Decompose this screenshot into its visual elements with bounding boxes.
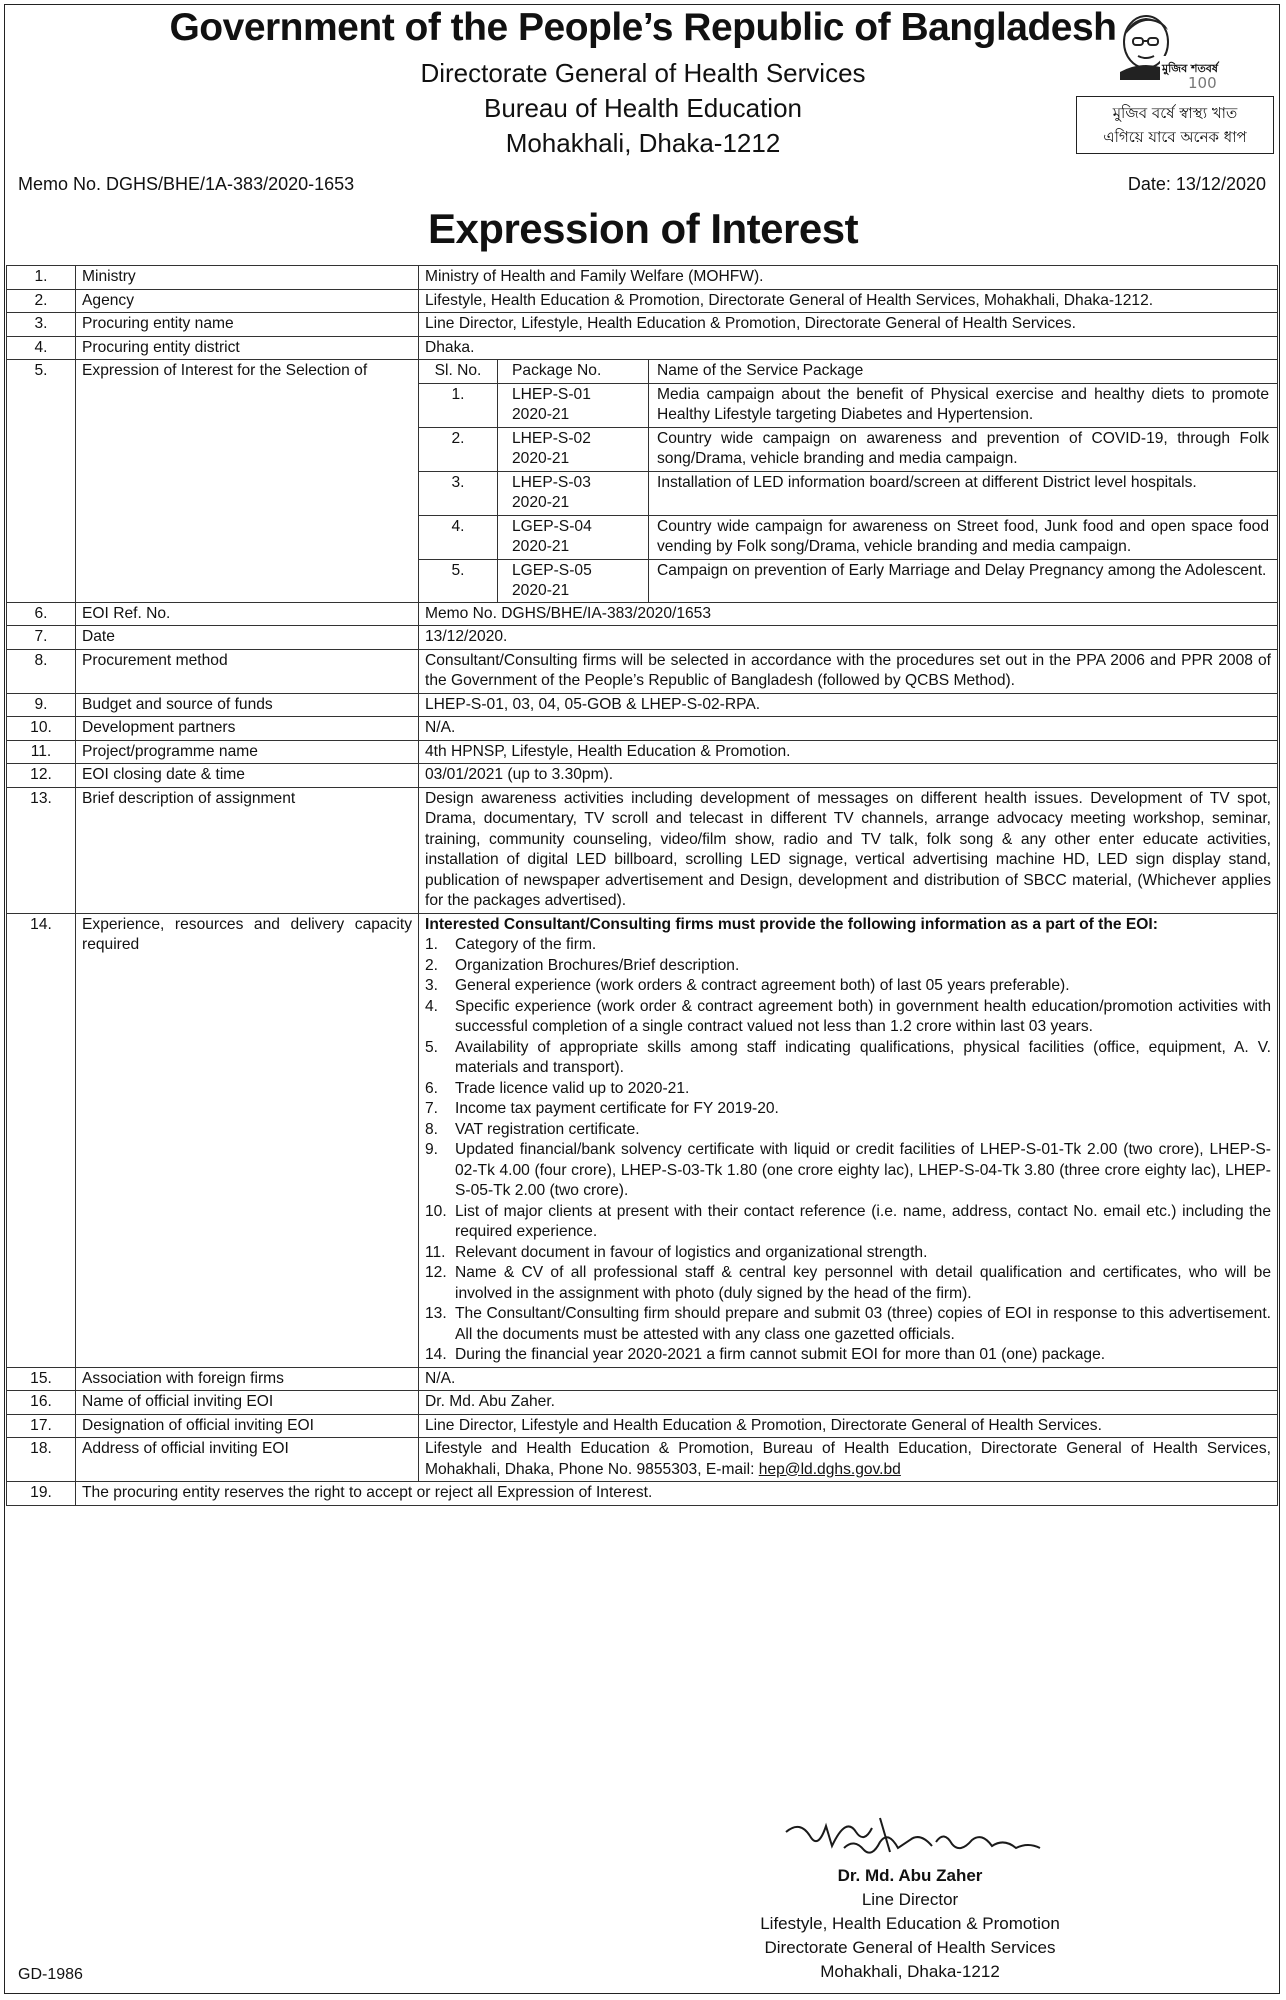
package-year: 2020-21 xyxy=(512,494,570,511)
package-code-id: LGEP-S-04 xyxy=(512,517,592,535)
row-label: EOI closing date & time xyxy=(76,764,419,788)
row-value: 03/01/2021 (up to 3.30pm). xyxy=(419,764,1278,788)
list-item xyxy=(425,935,1271,956)
list-text: Updated financial/bank solvency certificate with liquid or credit facilities of LHEP-S-01-Tk 2.00 (two crore), LHEP-S-02-Tk 4.00 (four crore), LHEP-S-03-Tk 1.80 (one crore eighty lac), LHEP-S-04-Tk 3.80 (three crore eighty lac), LHEP-S-05-Tk 2.00 (two crore). xyxy=(455,1141,1271,1199)
list-item xyxy=(425,1099,1271,1120)
package-code xyxy=(498,427,649,471)
row-number: 11. xyxy=(7,740,76,764)
eoi-table xyxy=(6,265,1278,1506)
slogan-line-2: এগিয়ে যাবে অনেক ধাপ xyxy=(1103,128,1247,146)
signer-line-3: Mohakhali, Dhaka-1212 xyxy=(820,1962,1000,1981)
package-code xyxy=(498,559,649,603)
list-item xyxy=(425,1243,1271,1264)
row-number: 15. xyxy=(7,1367,76,1391)
package-cell xyxy=(419,360,1278,603)
table-row xyxy=(7,649,1278,693)
bureau-line: Bureau of Health Education xyxy=(484,93,802,123)
package-code-id: LHEP-S-02 xyxy=(512,429,591,447)
list-number: 10. xyxy=(425,1202,447,1220)
table-row xyxy=(7,602,1278,626)
list-text: General experience (work orders & contract agreement both) of last 05 years preferable). xyxy=(455,977,1070,994)
package-code-id: LGEP-S-05 xyxy=(512,561,592,579)
list-text: Name & CV of all professional staff & central key personnel with detail qualification and certificates, who will be involved in the assignment with photo (duly signed by the head of the firm). xyxy=(455,1264,1271,1302)
slogan-box xyxy=(1076,96,1274,154)
row-label: Budget and source of funds xyxy=(76,693,419,717)
list-number: 8. xyxy=(425,1120,439,1138)
row-number: 8. xyxy=(7,649,76,693)
list-number: 5. xyxy=(425,1038,439,1056)
row-label: Expression of Interest for the Selection of xyxy=(76,360,419,603)
package-header-row xyxy=(419,360,1277,383)
row-number: 4. xyxy=(7,336,76,360)
table-row xyxy=(7,1414,1278,1438)
table-row xyxy=(7,787,1278,913)
signer-line-2: Directorate General of Health Services xyxy=(764,1938,1056,1957)
row-label: The procuring entity reserves the right to accept or reject all Expression of Interest. xyxy=(76,1482,1278,1506)
row-value: Dhaka. xyxy=(419,336,1278,360)
requirements-list xyxy=(425,935,1271,1366)
row-number: 10. xyxy=(7,717,76,741)
package-table xyxy=(419,360,1277,603)
table-row xyxy=(7,1438,1278,1482)
package-row xyxy=(419,559,1277,603)
row-number: 1. xyxy=(7,266,76,290)
list-item xyxy=(425,1120,1271,1141)
table-row xyxy=(7,313,1278,337)
government-heading: Government of the People’s Republic of Bangladesh xyxy=(169,6,1117,49)
row-number: 3. xyxy=(7,313,76,337)
row-number: 19. xyxy=(7,1482,76,1506)
row-number: 14. xyxy=(7,913,76,1367)
row-label: Experience, resources and delivery capacity required xyxy=(76,913,419,1367)
table-row xyxy=(7,764,1278,788)
package-name: Country wide campaign for awareness on Street food, Junk food and open space food vending by Folk song/Drama, vehicle branding and media campaign. xyxy=(649,515,1278,559)
address-text: Lifestyle and Health Education & Promotion, Bureau of Health Education, Directorate General of Health Services, Mohakhali, Dhaka, Phone No. 9855303, E-mail: xyxy=(425,1440,1271,1478)
slogan-line-1: মুজিব বর্ষে স্বাস্থ্য খাত xyxy=(1112,104,1238,122)
package-header-name: Name of the Service Package xyxy=(649,360,1278,383)
row-number: 2. xyxy=(7,289,76,313)
list-item xyxy=(425,1345,1271,1366)
row-value: LHEP-S-01, 03, 04, 05-GOB & LHEP-S-02-RPA. xyxy=(419,693,1278,717)
package-code xyxy=(498,383,649,427)
table-row xyxy=(7,1367,1278,1391)
row-value: N/A. xyxy=(419,717,1278,741)
list-number: 1. xyxy=(425,936,439,953)
list-number: 6. xyxy=(425,1079,439,1097)
row-label: Date xyxy=(76,626,419,650)
list-text: Category of the firm. xyxy=(455,936,597,953)
row-value: Line Director, Lifestyle and Health Education & Promotion, Directorate General of Health Services. xyxy=(419,1414,1278,1438)
list-text: During the financial year 2020-2021 a firm cannot submit EOI for more than 01 (one) package. xyxy=(455,1346,1106,1363)
requirements-intro: Interested Consultant/Consulting firms must provide the following information as a part of the EOI: xyxy=(425,915,1158,933)
row-value: Line Director, Lifestyle, Health Education & Promotion, Directorate General of Health Services. xyxy=(419,313,1278,337)
list-item xyxy=(425,997,1271,1038)
row-value: Design awareness activities including development of messages on different health issues. Development of TV spot, Drama, documentary, TV scroll and telecast in different TV channels, arrange advocacy meeting workshop, seminar, training, community counseling, video/film show, radio and TV talk, folk song & any other enter educate activities, installation of digital LED billboard, scrolling LED signage, vertical advertising machine HD, LED sign display stand, publication of newspaper advertisement and Design, development and distribution of SBCC material, (Whichever applies for the packages advertised). xyxy=(419,787,1278,913)
list-text: Relevant document in favour of logistics and organizational strength. xyxy=(455,1243,928,1261)
row-label: Project/programme name xyxy=(76,740,419,764)
list-item xyxy=(425,1038,1271,1079)
list-number: 12. xyxy=(425,1264,447,1281)
directorate-line: Directorate General of Health Services xyxy=(420,58,866,88)
row-number: 16. xyxy=(7,1391,76,1415)
row-label: Address of official inviting EOI xyxy=(76,1438,419,1482)
row-number: 6. xyxy=(7,602,76,626)
list-item xyxy=(425,1140,1271,1202)
email-link[interactable]: hep@ld.dghs.gov.bd xyxy=(758,1460,901,1478)
package-name: Campaign on prevention of Early Marriage and Delay Pregnancy among the Adolescent. xyxy=(649,559,1278,603)
memo-date: Date: 13/12/2020 xyxy=(1127,174,1266,194)
row-number: 9. xyxy=(7,693,76,717)
package-header-sl: Sl. No. xyxy=(419,360,498,383)
list-number: 11. xyxy=(425,1243,446,1261)
package-name: Installation of LED information board/screen at different District level hospitals. xyxy=(649,471,1278,515)
package-year: 2020-21 xyxy=(512,538,570,555)
row-value: Lifestyle, Health Education & Promotion, Directorate General of Health Services, Mohakhali, Dhaka-1212. xyxy=(419,289,1278,313)
package-sl: 4. xyxy=(419,515,498,559)
list-number: 14. xyxy=(425,1346,447,1363)
row-label: Procurement method xyxy=(76,649,419,693)
row-value: 4th HPNSP, Lifestyle, Health Education & Promotion. xyxy=(419,740,1278,764)
list-text: Availability of appropriate skills among staff indicating qualifications, physical facilities (office, equipment, A. V. materials and transport). xyxy=(455,1038,1271,1076)
row-number: 13. xyxy=(7,787,76,913)
list-number: 13. xyxy=(425,1305,447,1322)
row-value: Dr. Md. Abu Zaher. xyxy=(419,1391,1278,1415)
package-sl: 2. xyxy=(419,427,498,471)
row-label: Association with foreign firms xyxy=(76,1367,419,1391)
row-value xyxy=(419,1438,1278,1482)
table-row xyxy=(7,740,1278,764)
gd-code: GD-1986 xyxy=(18,1966,83,1983)
list-text: List of major clients at present with their contact reference (i.e. name, address, contact No. email etc.) including the required experience. xyxy=(455,1202,1271,1240)
row-label: Development partners xyxy=(76,717,419,741)
package-year: 2020-21 xyxy=(512,450,570,467)
package-code xyxy=(498,471,649,515)
list-text: Income tax payment certificate for FY 2019-20. xyxy=(455,1100,779,1117)
row-label: Brief description of assignment xyxy=(76,787,419,913)
package-header-package: Package No. xyxy=(498,360,649,383)
package-row xyxy=(419,515,1277,559)
signer-name: Dr. Md. Abu Zaher xyxy=(837,1866,983,1885)
package-row xyxy=(419,471,1277,515)
list-number: 9. xyxy=(425,1141,439,1158)
package-code-id: LHEP-S-03 xyxy=(512,473,591,491)
row-label: Name of official inviting EOI xyxy=(76,1391,419,1415)
package-sl: 1. xyxy=(419,383,498,427)
list-text: VAT registration certificate. xyxy=(455,1120,640,1138)
list-text: The Consultant/Consulting firm should prepare and submit 03 (three) copies of EOI in response to this advertisement. All the documents must be attested with any class one gazetted officials. xyxy=(455,1305,1271,1343)
signer-line-1: Lifestyle, Health Education & Promotion xyxy=(760,1914,1060,1933)
package-row xyxy=(419,383,1277,427)
table-row xyxy=(7,913,1278,1367)
list-item xyxy=(425,956,1271,977)
package-row xyxy=(419,427,1277,471)
list-item xyxy=(425,1202,1271,1243)
package-sl: 5. xyxy=(419,559,498,603)
package-code xyxy=(498,515,649,559)
document-title: Expression of Interest xyxy=(427,205,859,252)
list-item xyxy=(425,1079,1271,1100)
package-name: Media campaign about the benefit of Physical exercise and healthy diets to promote Healthy Lifestyle targeting Diabetes and Hypertension. xyxy=(649,383,1278,427)
svg-text:100: 100 xyxy=(1188,74,1217,92)
list-number: 2. xyxy=(425,956,439,974)
row-label: Designation of official inviting EOI xyxy=(76,1414,419,1438)
svg-text:মুজিব শতবর্ষ: মুজিব শতবর্ষ xyxy=(1162,62,1218,75)
row-value: 13/12/2020. xyxy=(419,626,1278,650)
requirements-cell xyxy=(419,913,1278,1367)
package-year: 2020-21 xyxy=(512,582,570,599)
package-sl: 3. xyxy=(419,471,498,515)
row-number: 17. xyxy=(7,1414,76,1438)
list-number: 3. xyxy=(425,977,439,994)
handwritten-signature xyxy=(760,1802,1060,1872)
row-label: Procuring entity district xyxy=(76,336,419,360)
row-value: Memo No. DGHS/BHE/IA-383/2020/1653 xyxy=(419,602,1278,626)
row-number: 12. xyxy=(7,764,76,788)
table-row xyxy=(7,626,1278,650)
package-year: 2020-21 xyxy=(512,406,570,423)
row-number: 5. xyxy=(7,360,76,603)
row-value: N/A. xyxy=(419,1367,1278,1391)
mujib-100-logo-text xyxy=(1160,56,1220,92)
row-number: 7. xyxy=(7,626,76,650)
memo-number: Memo No. DGHS/BHE/1A-383/2020-1653 xyxy=(18,174,355,194)
list-text: Trade licence valid up to 2020-21. xyxy=(455,1079,690,1097)
table-row xyxy=(7,289,1278,313)
row-value: Ministry of Health and Family Welfare (MOHFW). xyxy=(419,266,1278,290)
signer-title: Line Director xyxy=(861,1890,959,1909)
table-row xyxy=(7,336,1278,360)
row-label: EOI Ref. No. xyxy=(76,602,419,626)
table-row xyxy=(7,717,1278,741)
list-number: 4. xyxy=(425,997,439,1015)
list-text: Organization Brochures/Brief description. xyxy=(455,956,740,974)
table-row xyxy=(7,266,1278,290)
row-label: Ministry xyxy=(76,266,419,290)
list-text: Specific experience (work order & contract agreement both) in government health education/promotion activities with successful completion of a single contract valued not less than 1.2 crore within last 03 years. xyxy=(455,997,1271,1035)
package-code-id: LHEP-S-01 xyxy=(512,385,591,403)
table-row xyxy=(7,360,1278,603)
row-label: Agency xyxy=(76,289,419,313)
list-item xyxy=(425,976,1271,997)
list-item xyxy=(425,1263,1271,1304)
list-number: 7. xyxy=(425,1100,439,1117)
table-row xyxy=(7,1482,1278,1506)
address-line: Mohakhali, Dhaka-1212 xyxy=(505,128,781,158)
row-number: 18. xyxy=(7,1438,76,1482)
package-name: Country wide campaign on awareness and prevention of COVID-19, through Folk song/Drama, vehicle branding and media campaign. xyxy=(649,427,1278,471)
row-label: Procuring entity name xyxy=(76,313,419,337)
row-value: Consultant/Consulting firms will be selected in accordance with the procedures set out in the PPA 2006 and PPR 2008 of the Government of the People’s Republic of Bangladesh (followed by QCBS Method). xyxy=(419,649,1278,693)
list-item xyxy=(425,1304,1271,1345)
table-row xyxy=(7,693,1278,717)
table-row xyxy=(7,1391,1278,1415)
